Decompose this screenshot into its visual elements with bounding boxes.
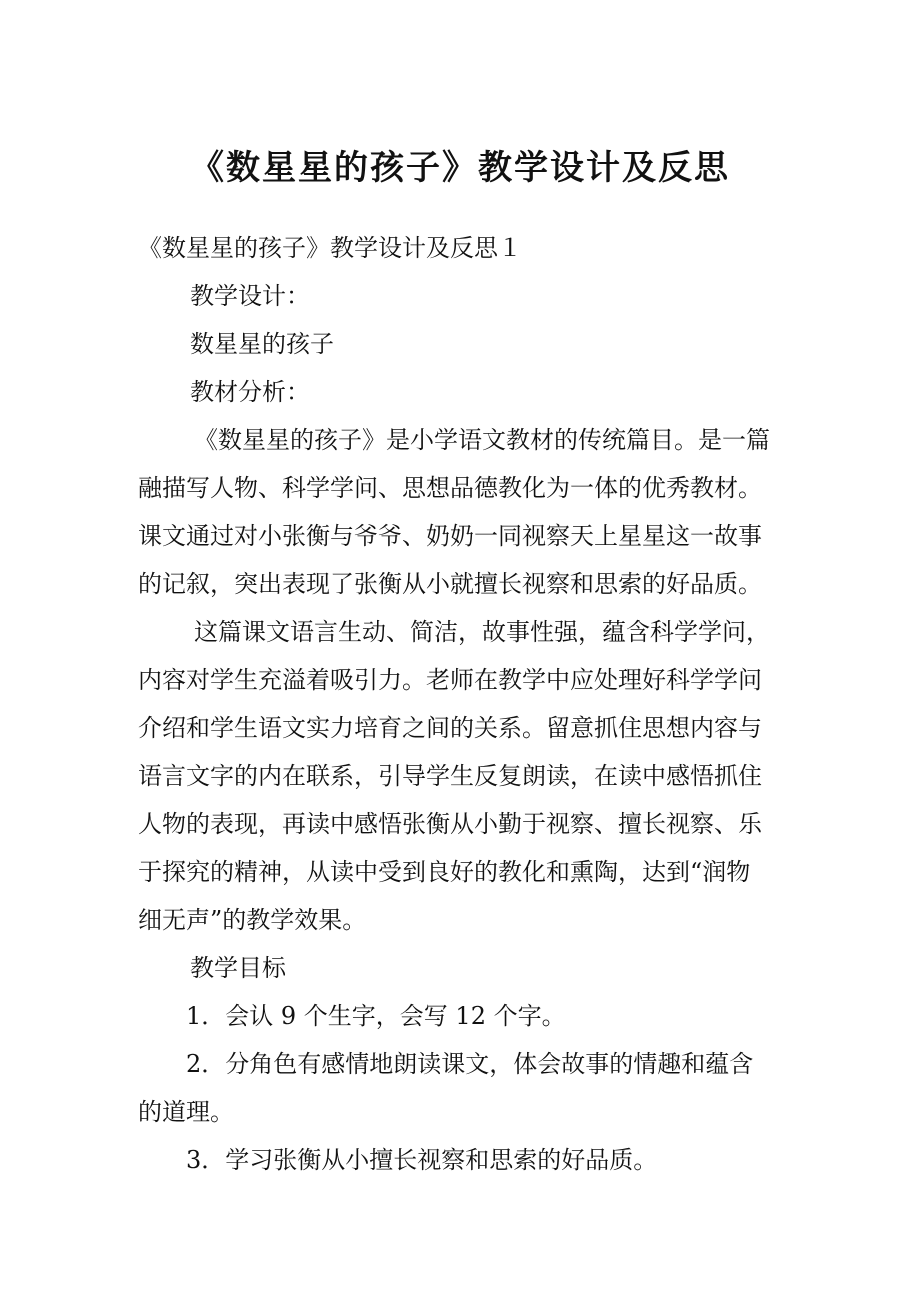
goal-item-2-line: 的道理。 (138, 1098, 234, 1126)
subtitle: 《数星星的孩子》教学设计及反思１ (138, 234, 522, 262)
goal-item-1: 1．会认 9 个生字，会写 12 个字。 (186, 1002, 566, 1030)
lesson-title: 数星星的孩子 (190, 330, 334, 358)
goals-label: 教学目标 (190, 954, 286, 982)
design-label: 教学设计： (190, 282, 310, 310)
analysis-p2-line: 这篇课文语言生动、简洁，故事性强，蕴含科学学问， (194, 618, 770, 646)
analysis-p1-line: 的记叙，突出表现了张衡从小就擅长视察和思索的好品质。 (138, 570, 762, 598)
analysis-p1-line: 课文通过对小张衡与爷爷、奶奶一同视察天上星星这一故事 (138, 522, 762, 550)
analysis-p2-line: 内容对学生充溢着吸引力。老师在教学中应处理好科学学问 (138, 666, 762, 694)
analysis-p1-line: 《数星星的孩子》是小学语文教材的传统篇目。是一篇 (194, 426, 770, 454)
analysis-p2-line: 语言文字的内在联系，引导学生反复朗读，在读中感悟抓住 (138, 762, 762, 790)
analysis-p1-line: 融描写人物、科学学问、思想品德教化为一体的优秀教材。 (138, 474, 762, 502)
document-title: 《数星星的孩子》教学设计及反思 (190, 148, 730, 188)
goal-item-3: 3．学习张衡从小擅长视察和思索的好品质。 (186, 1146, 658, 1174)
analysis-p2-line: 于探究的精神，从读中受到良好的教化和熏陶，达到“润物 (138, 858, 751, 886)
analysis-p2-line: 细无声”的教学效果。 (138, 906, 367, 934)
goal-item-2-line: 2．分角色有感情地朗读课文，体会故事的情趣和蕴含 (186, 1050, 754, 1078)
analysis-p2-line: 人物的表现，再读中感悟张衡从小勤于视察、擅长视察、乐 (138, 810, 762, 838)
analysis-p2-line: 介绍和学生语文实力培育之间的关系。留意抓住思想内容与 (138, 714, 762, 742)
document-body (138, 224, 798, 1184)
analysis-label: 教材分析： (190, 378, 310, 406)
